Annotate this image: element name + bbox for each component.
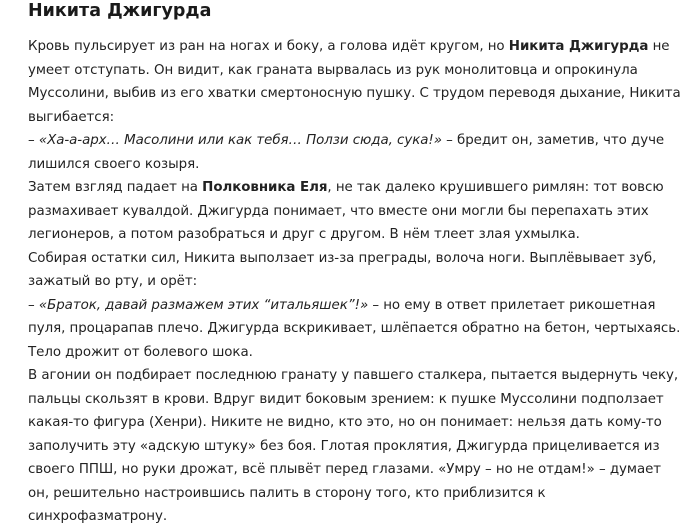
dialogue-tail-2: – но ему в ответ прилетает рикошетная пуля, процарапав плечо. Джигурда вскрикивает, шлёпается обратно на бетон, чертыхаясь. Тело дрожит от болевого шока. <box>28 297 681 360</box>
dialogue-quote-1: «Ха-а-арх… Масолини или как тебя… Ползи сюда, сука!» <box>38 133 442 148</box>
paragraph-1-text-start: Кровь пульсирует из ран на ногах и боку, а голова идёт кругом, но <box>28 39 509 54</box>
character-name-nikita: Никита Джигурда <box>508 39 649 54</box>
dialogue-quote-2: «Браток, давай размажем этих “итальяшек”!» <box>38 297 369 313</box>
paragraph-3 <box>28 176 683 247</box>
post-body <box>28 35 683 529</box>
paragraph-2 <box>28 129 683 176</box>
character-name-colonel: Полковника Еля <box>202 180 328 195</box>
post-title: Никита Джигурда <box>28 1 212 21</box>
paragraph-1 <box>28 35 683 129</box>
paragraph-6: В агонии он подбирает последнюю гранату у павшего сталкера, пытается выдернуть чеку, пальцы скользят в крови. Вдруг видит боковым зрением: к пушке Муссолини подползает какая-то фигура (Хенри). Никите не видно, кто это, но он понимает: нельзя дать кому-то заполучить эту «адскую штуку» без боя. Глотая проклятия, Джигурда прицеливается из своего ППШ, но руки дрожат, всё плывёт перед глазами. «Умру – но не отдам!» – думает он, решительно настроившись палить в сторону того, кто приблизится к синхрофазматрону. <box>28 368 679 524</box>
paragraph-4: Собирая остатки сил, Никита выползает из-за преграды, волоча ноги. Выплёвывает зуб, зажатый во рту, и орёт: <box>28 250 657 289</box>
paragraph-5 <box>28 294 683 365</box>
paragraph-1-text-end: не умеет отступать. Он видит, как граната вырвалась из рук монолитовца и опрокинула Муссолини, выбив из его хватки смертоносную пушку. С трудом переводя дыхание, Никита выгибается: <box>28 39 681 125</box>
dialogue-dash: – <box>28 133 39 148</box>
dialogue-tail-1: – бредит он, заметив, что дуче лишился своего козыря. <box>28 133 665 172</box>
dialogue-dash-2: – <box>28 297 39 313</box>
paragraph-3-text-end: , не так далеко крушившего римлян: тот вовсю размахивает кувалдой. Джигурда понимает, что вместе они могли бы перепахать этих легионеров, а потом разобраться и друг с другом. В нём тлеет злая ухмылка. <box>28 180 664 242</box>
paragraph-3-text-start: Затем взгляд падает на <box>28 180 203 195</box>
